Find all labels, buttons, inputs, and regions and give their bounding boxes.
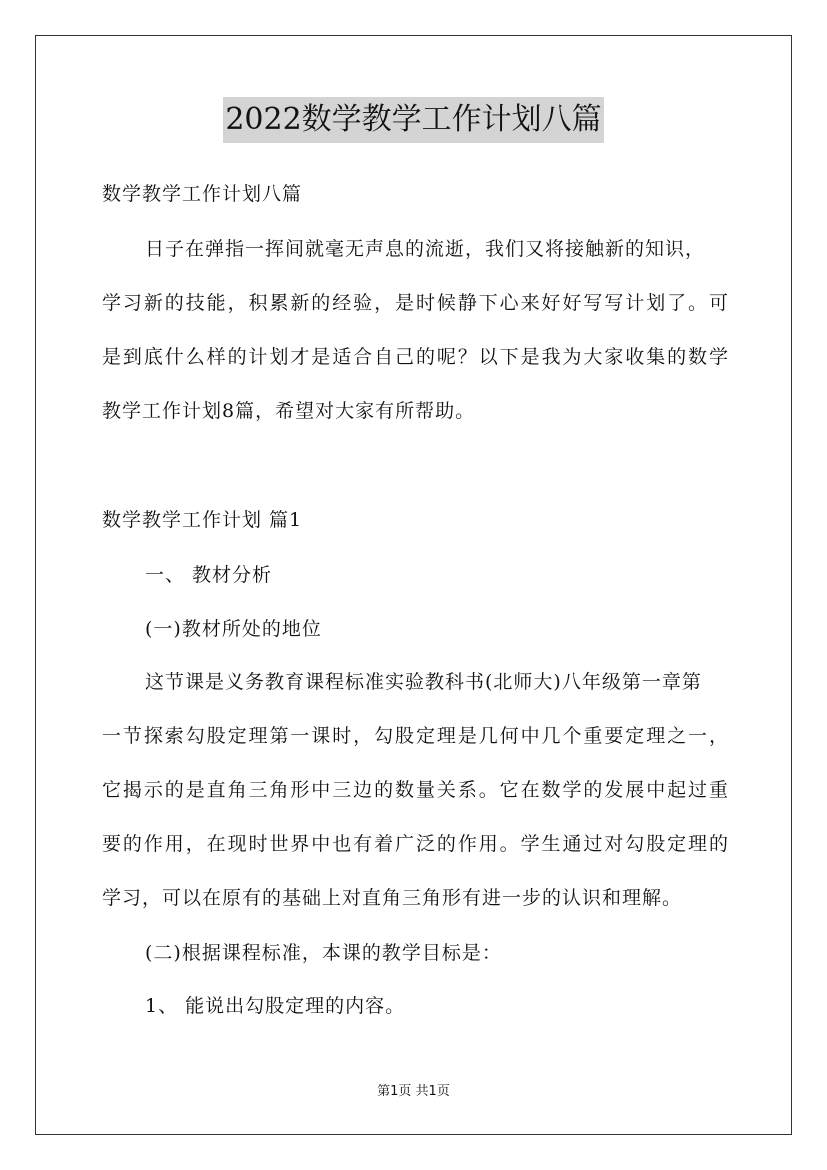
goal-one: 1、 能说出勾股定理的内容。 (145, 995, 406, 1017)
intro-line-1: 日子在弹指一挥间就毫无声息的流逝，我们又将接触新的知识， (145, 238, 706, 260)
section-heading: 数学教学工作计划 篇1 (102, 509, 303, 531)
intro-line-3: 是到底什么样的计划才是适合自己的呢？以下是我为大家收集的数学 (102, 346, 728, 368)
body-one-line-3: 它揭示的是直角三角形中三边的数量关系。它在数学的发展中起过重 (102, 779, 728, 801)
body-one-line-5: 学习，可以在原有的基础上对直角三角形有进一步的认识和理解。 (102, 887, 683, 909)
page-number: 第1页 共1页 (377, 1084, 450, 1099)
sub-heading-two: (二)根据课程标准，本课的教学目标是： (145, 942, 502, 964)
intro-line-4: 教学工作计划8篇，希望对大家有所帮助。 (102, 400, 476, 422)
intro-line-2: 学习新的技能，积累新的经验，是时候静下心来好好写写计划了。可 (102, 292, 728, 314)
document-title: 2022数学教学工作计划八篇 (223, 97, 603, 143)
body-one-line-1: 这节课是义务教育课程标准实验教科书(北师大)八年级第一章第 (145, 671, 702, 693)
sub-heading-one: (一)教材所处的地位 (145, 618, 322, 640)
part-one-heading: 一、 教材分析 (145, 564, 273, 586)
body-one-line-4: 要的作用，在现时世界中也有着广泛的作用。学生通过对勾股定理的 (102, 833, 728, 855)
title-container (0, 97, 827, 143)
document-subtitle: 数学教学工作计划八篇 (102, 183, 303, 205)
body-one-line-2: 一节探索勾股定理第一课时，勾股定理是几何中几个重要定理之一， (102, 725, 728, 747)
